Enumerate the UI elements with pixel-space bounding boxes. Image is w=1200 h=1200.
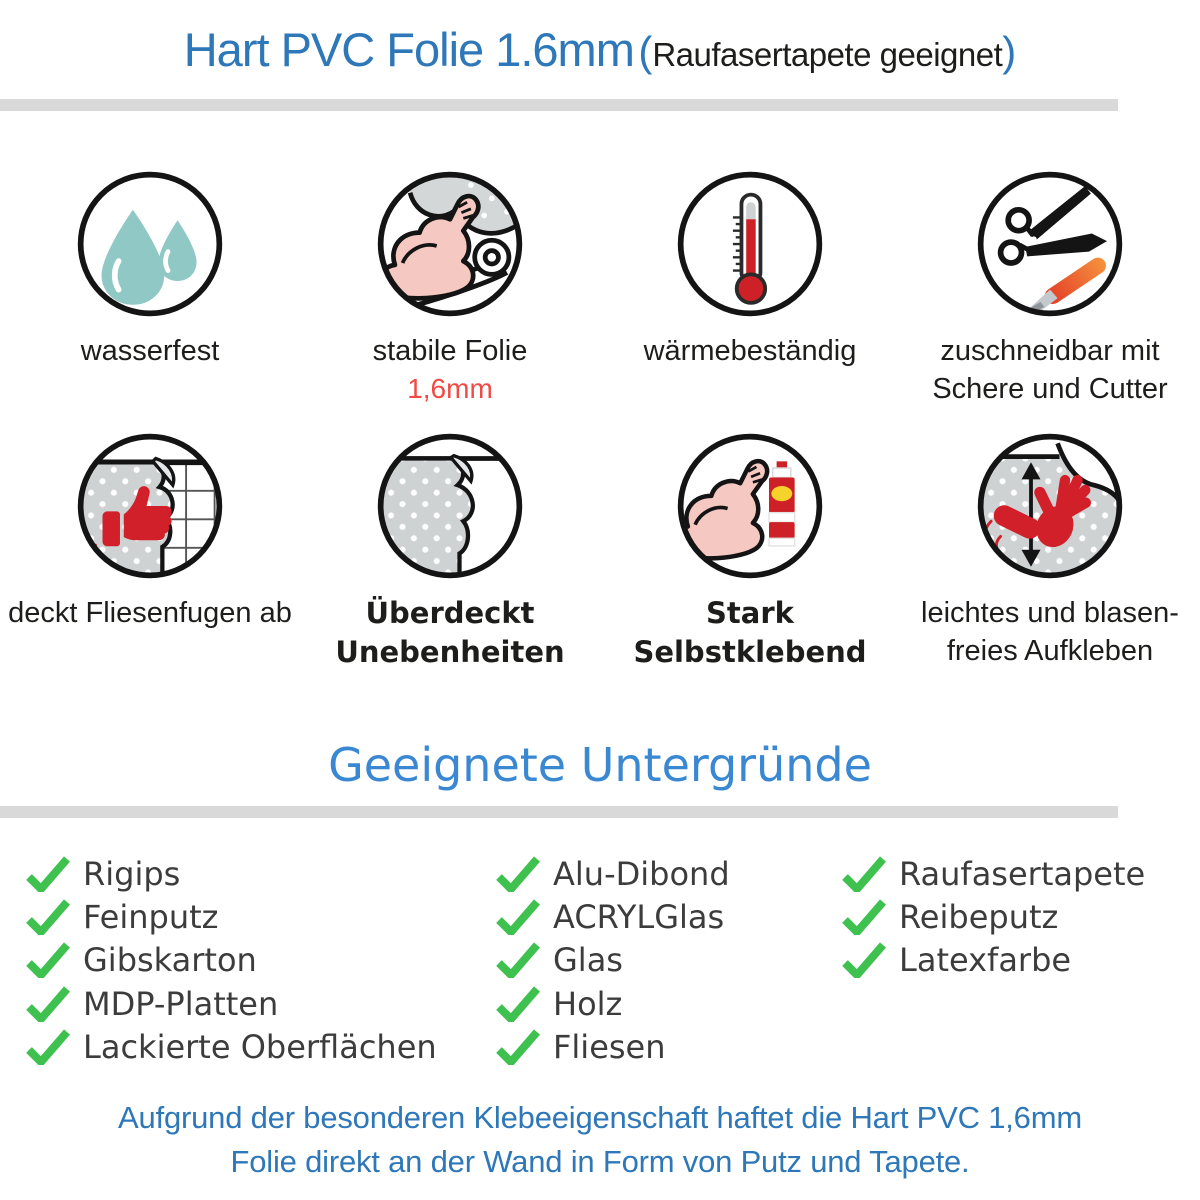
check-icon [26,899,70,935]
surface-item: Rigips [26,852,437,895]
feature-aufkleben [900,430,1200,672]
page-title-paren-close: ) [1002,28,1017,75]
glue-tube [769,461,795,546]
feature-unebenheiten [300,430,600,672]
surface-item: Glas [496,939,730,982]
divider-bar-bottom [0,806,1118,818]
surface-item: Feinputz [26,895,437,938]
feature-selbstklebend [600,430,900,672]
surfaces-column-1 [26,852,437,1069]
divider-bar-top [0,99,1118,111]
feature-zuschneidbar [900,168,1200,408]
check-icon [496,856,540,892]
feature-label: deckt Fliesenfugen ab [8,597,292,629]
water-drops-icon [74,168,226,320]
surfaces-heading: Geeignete Untergründe [328,738,872,792]
feature-label: zuschneidbar mit Schere und Cutter [932,335,1168,405]
surfaces-column-3 [842,852,1145,982]
surface-item: Fliesen [496,1026,730,1069]
check-icon [496,1029,540,1065]
page-title-main: Hart PVC Folie 1.6mm [183,23,634,76]
check-icon [842,942,886,978]
surface-item: Holz [496,982,730,1025]
check-icon [842,856,886,892]
hand-smoothing-foil-icon [974,430,1126,582]
footer-line-2: Folie direkt an der Wand in Form von Putz und Tapete. [230,1144,970,1179]
scissors-cutter-icon [974,168,1126,320]
surface-item: MDP-Platten [26,982,437,1025]
surface-item: ACRYLGlas [496,895,730,938]
check-icon [842,899,886,935]
surface-item: Raufasertapete [842,852,1145,895]
feature-label: Stark Selbstklebend [633,596,867,669]
surface-item: Lackierte Oberflächen [26,1026,437,1069]
page-title-paren-text: Raufasertapete geeignet [652,36,1003,73]
footer-note [0,1096,1200,1184]
check-icon [496,986,540,1022]
page-title [0,22,1200,77]
feature-label: wärmebeständig [643,335,857,367]
muscle-arm-foil-icon [374,168,526,320]
foil-fold-icon [374,430,526,582]
feature-label: Überdeckt Unebenheiten [335,596,565,669]
check-icon [26,942,70,978]
check-icon [26,856,70,892]
feature-label: stabile Folie 1,6mm [373,332,528,408]
surfaces-column-2 [496,852,730,1069]
feature-waermebestaendig [600,168,900,408]
surface-item: Latexfarbe [842,939,1145,982]
feature-row-2 [0,430,1200,672]
page-title-paren-open: ( [638,28,653,75]
feature-wasserfest [0,168,300,408]
feature-stabile-folie [300,168,600,408]
feature-label: wasserfest [80,335,220,367]
footer-line-1: Aufgrund der besonderen Klebeeigenschaft haftet die Hart PVC 1,6mm [118,1100,1082,1135]
feature-label: leichtes und blasen- freies Aufkleben [921,597,1179,667]
surface-item: Gibskarton [26,939,437,982]
check-icon [26,1029,70,1065]
surface-item: Reibeputz [842,895,1145,938]
muscle-arm-glue-icon [674,430,826,582]
check-icon [496,942,540,978]
check-icon [26,986,70,1022]
feature-fliesenfugen [0,430,300,672]
thickness-value: 1,6mm [407,373,493,404]
check-icon [496,899,540,935]
feature-row-1 [0,168,1200,408]
surface-item: Alu-Dibond [496,852,730,895]
thermometer-icon [674,168,826,320]
foil-tile-thumbs-up-icon [74,430,226,582]
